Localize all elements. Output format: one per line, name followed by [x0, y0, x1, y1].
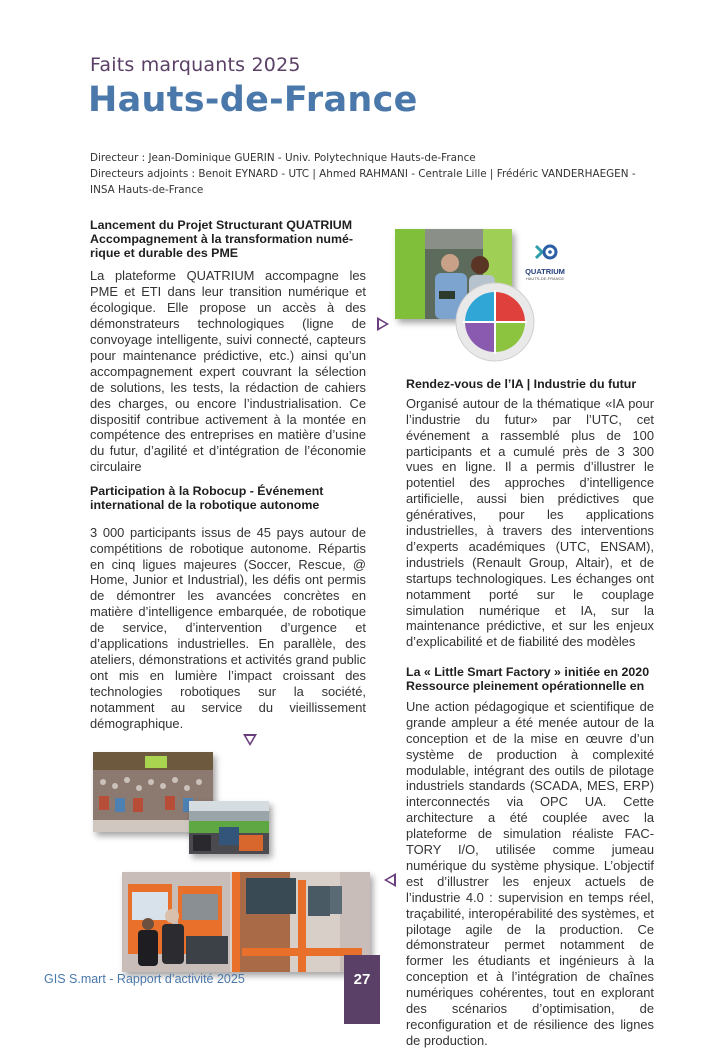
factory-lab-image — [122, 872, 370, 972]
logo-subtitle: HAUTS-DE-FRANCE — [525, 276, 565, 281]
footer-report-title: GIS S.mart - Rapport d’activité 2025 — [44, 972, 245, 986]
section-ia — [406, 378, 654, 650]
directors-block — [90, 150, 650, 198]
section-quatrium — [90, 219, 366, 475]
four-step-wheel-image — [455, 282, 535, 362]
left-column — [90, 219, 366, 972]
section-body: Organisé autour de la thématique «IA pour l’industrie du futur» par l’UTC, cet événement a rassemblé plus de 100 participants et a cumulé près de 3 300 vues en ligne. Il a permis d’illustrer le potentiel des approches d’intelligence artificielle, aussi bien prédictives que génératives, pour les applications industrielles, à travers des interventions d’experts académiques (UTC, ENSAM), industriels (Renault Group, Altair), et de startups technologiques. Les échanges ont notamment porté sur le couplage simulation numérique et IA, sur la maintenance prédictive, et sur les enjeux d’explicabilité et de fiabilité des modèles — [406, 395, 654, 650]
workshop-image — [189, 801, 269, 854]
deputy-directors-line-continued: INSA Hauts-de-France — [90, 184, 204, 196]
director-line: Directeur : Jean-Dominique GUERIN - Univ. Polytechnique Hauts-de-France — [90, 152, 476, 164]
section-heading: Lancement du Projet Structurant QUATRIUM Accompagnement à la transformation numérique et durable des PME — [90, 218, 354, 260]
robocup-workshop-photo — [189, 801, 269, 854]
quatrium-logo — [522, 242, 568, 281]
header-kicker: Faits marquants 2025 — [90, 54, 301, 76]
page-number: 27 — [353, 971, 371, 988]
section-body: Une action pédagogique et scientifique de grande ampleur a été menée autour de la conception et de la mise en œuvre d’un système de production à complexité modulable, intégrant des outils de pilotage industriels standards (SCADA, MES, ERP) interconnectés via OPC UA. Cette architecture a été couplée avec la plateforme de simulation réaliste FACTORY I/O, utilisée comme jumeau numérique du système physique. L’objectif est d’illustrer les enjeux actuels de l’industrie 4.0 : supervision en temps réel, traçabilité, interopérabilité des systèmes, et pilotage agile de la production. Ce démonstrateur permet notamment de former les étudiants et ingénieurs à la conception et à l’intégration de chaînes numériques cohérentes, tout en explorant des scénarios d’optimisation, de reconfiguration et de résilience des lignes de production. — [406, 698, 654, 1048]
section-heading: La « Little Smart Factory » initiée en 2020 Ressource pleinement opérationnelle en — [406, 665, 650, 694]
page-title: Hauts-de-France — [88, 80, 418, 120]
little-smart-factory-photo — [122, 872, 370, 972]
arrow-left-icon — [384, 873, 396, 887]
quatrium-logo-mark-icon — [522, 242, 568, 262]
section-robocup — [90, 485, 366, 731]
section-heading: Participation à la Robocup - Événement international de la robotique autonome — [90, 484, 324, 512]
arrow-right-icon — [377, 317, 389, 331]
logo-name: QUATRIUM — [525, 267, 565, 276]
support-wheel-diagram — [455, 282, 535, 362]
arrow-down-icon — [243, 734, 257, 746]
page-number-box — [344, 955, 380, 1024]
arrow-down-wrapper — [90, 734, 366, 748]
section-body: La plateforme QUATRIUM accompagne les PME et ETI dans leur transition numérique et écologique. Elle propose un accès à des démonstrateurs technologiques (ligne de convoyage intelligente, suivi connecté, capteurs pour maintenance prédictive, etc.) ainsi qu’un accompagnement expert couvrant la sélection de solutions, les tests, la rédaction de cahiers des charges, ou encore l’industrialisation. Ce dispositif contribue activement à la montée en compétence des entreprises en matière d’usine du futur, d’agilité et d’intégration de l’économie circulaire — [90, 268, 366, 475]
robocup-photo-group — [90, 752, 366, 858]
section-body: 3 000 participants issus de 45 pays autour de compétitions de robotique autonome. Répartis en cinq ligues majeures (Soccer, Rescue, @ Home, Junior et Industrial), les défis ont permis de démontrer les avancées concrètes en matière d’intelligence embarquée, de robotique de service, d’intervention d’urgence et d’applications industrielles. En parallèle, des ateliers, démonstrations et activités grand public ont mis en lumière l’impact croissant des technologies robotiques sur la société, notamment au service du vieillissement démographique. — [90, 524, 366, 731]
section-little-smart-factory — [406, 666, 654, 1049]
deputy-directors-line: Directeurs adjoints : Benoit EYNARD - UTC | Ahmed RAHMANI - Centrale Lille | Frédéric VANDERHAEGEN - — [90, 168, 636, 180]
section-heading: Rendez-vous de l’IA | Industrie du futur — [406, 377, 637, 391]
right-column — [406, 378, 654, 1049]
